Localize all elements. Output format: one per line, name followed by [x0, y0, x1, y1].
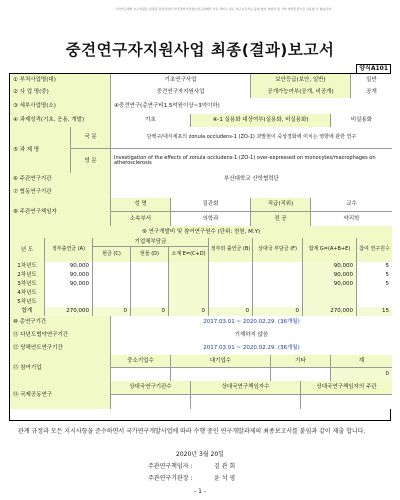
type-label: ④ 과제성격(기초, 응용, 개발) [10, 114, 110, 127]
final-period-label: ⑫ 당해연도연구기간 [10, 342, 110, 355]
local-header: 상대국 부담금 (F) [252, 238, 302, 262]
row-org [10, 173, 390, 187]
row-total-period [10, 316, 390, 330]
row-multi-period [10, 329, 390, 343]
detail-value: ④중견연구(총연구비1.5억원이상~3억이하) [110, 98, 392, 114]
dept-value: 의학과 [170, 212, 250, 226]
korean-title: 단백구/대식세포의 zonula occludens-1 (ZO-1) 과발현이 죽상경화에 미치는 영향에 관한 연구 [110, 127, 392, 149]
multi-period-label: ⑪ 다년도협약연구기간 [10, 329, 110, 342]
participation-sum-label: 계 [330, 355, 392, 368]
staff-cell: 15 [356, 307, 392, 316]
kind-cell [130, 298, 168, 307]
subtotal-header: 소계 E=(C+D) [168, 247, 208, 262]
disclosure-value: 공개 [350, 86, 392, 98]
total-period-value: 2017.03.01 ~ 2020.02.29. (36개월) [110, 316, 392, 329]
gov2-cell [208, 298, 252, 307]
kind-header: 현물 (D) [130, 247, 168, 262]
security-label: 보안등급(보안, 일반) [250, 74, 350, 86]
year-cell: 1차년도 [10, 262, 44, 271]
gov-cell: 270,000 [44, 307, 92, 316]
english-label: 영 문 [70, 149, 110, 173]
report-form [9, 73, 391, 421]
rank-value: 교수 [310, 198, 392, 212]
pi-signature-name: 김 관 회 [214, 463, 236, 470]
gov-cell: 90,000 [44, 280, 92, 289]
project-label: ② 사 업 명(중) [10, 86, 110, 98]
subtotal-cell [168, 298, 208, 307]
row-pi [10, 198, 390, 227]
staff-cell [356, 289, 392, 298]
participation-sum-value: 0 [330, 368, 392, 381]
pi-label: ⑧ 주관연구책임자 [10, 198, 110, 226]
org-value: 부산대학교 산학협력단 [110, 173, 392, 186]
name-label: 성 명 [110, 198, 170, 212]
cash-cell [92, 271, 130, 280]
gov2-cell: 0 [208, 307, 252, 316]
rank-label: 직급(직위) [250, 198, 310, 212]
cash-cell [92, 298, 130, 307]
small-company-value [110, 368, 170, 381]
year-cell: 5차년도 [10, 298, 44, 307]
kind-cell [130, 280, 168, 289]
subtotal-cell [168, 280, 208, 289]
task-label: ⑤ 과 제 명 [10, 127, 70, 173]
security-value: 일반 [350, 74, 392, 86]
row-detail [10, 98, 390, 115]
cash-cell [92, 262, 130, 271]
etc-label: 기타 [270, 355, 330, 368]
pi-signature-label: 주관연구책임자 : [148, 463, 193, 470]
local-cell [252, 298, 302, 307]
row-participation [10, 355, 390, 382]
intl-agent-label: 상대국연구책임자의 주관 [300, 381, 392, 395]
multi-period-value: 기재하지 않음 [110, 329, 392, 342]
submission-statement: 관계 규정과 모든 지시사항을 준수하면서 국가연구개발사업에 따라 수행 중인 연구개발과제의 최종보고서를 붙임과 같이 제출 합니다. [18, 428, 366, 435]
agency-label: ① 부처사업명(대) [10, 74, 110, 86]
budget-header [10, 238, 390, 263]
intl-pi-value [190, 395, 300, 409]
submit-date: 2020년 3월 20일 [176, 451, 224, 458]
total-cell [302, 289, 356, 298]
total-period-label: ⑩ 총연구기간 [10, 316, 110, 329]
staff-cell: 5 [356, 280, 392, 289]
coorg-value [110, 186, 392, 198]
detail-label: ③ 세부사업명(소) [10, 98, 110, 114]
local-cell [252, 289, 302, 298]
local-cell [252, 271, 302, 280]
header-note: 국가연구개발 보고서원문 성과물 전담기관인 한국과학기술정보연구원에서 가공·서비스 하는 연구보고서는 동의 없이 상업적 및 기타 영리목적으로 사용할 수 없습니다. [115, 7, 333, 11]
local-cell [252, 280, 302, 289]
small-company-label: 중소기업수 [110, 355, 170, 368]
disclosure-label: 공개가능여부(공개, 비공개) [250, 86, 350, 98]
gov-cell: 90,000 [44, 271, 92, 280]
korean-label: 국 문 [70, 127, 110, 149]
coorg-label: ⑦ 협동연구기관 [10, 186, 110, 198]
local-cell [252, 262, 302, 271]
subtotal-cell [168, 289, 208, 298]
year-cell: 2차년도 [10, 271, 44, 280]
local-cell: 0 [252, 307, 302, 316]
intl-org-value [110, 395, 190, 409]
year-cell: 3차년도 [10, 280, 44, 289]
large-company-label: 대기업수 [170, 355, 270, 368]
major-label: 전 공 [250, 212, 310, 226]
project-value: 중견연구자지원사업 [110, 86, 250, 98]
gov-cell: 90,000 [44, 262, 92, 271]
kind-cell: 0 [130, 307, 168, 316]
staff-cell: 5 [356, 271, 392, 280]
company-header: 기업체부담금 [92, 238, 208, 247]
row-final-period [10, 342, 390, 356]
cash-cell: 0 [92, 307, 130, 316]
kind-cell [130, 271, 168, 280]
name-value: 김관회 [170, 198, 250, 212]
large-company-value [170, 368, 270, 381]
kind-cell [130, 262, 168, 271]
staff-cell: 5 [356, 262, 392, 271]
total-cell [302, 298, 356, 307]
subtotal-cell [168, 262, 208, 271]
major-value: 약리학 [310, 212, 392, 226]
gov-header: 정부출연금 (A) [44, 238, 92, 262]
agency-value: 기초연구사업 [110, 74, 250, 86]
budget-caption: ⑨ 연구개발비 및 참여연구원수 (단위: 천원, M.Y) [10, 226, 392, 238]
gov2-cell [208, 280, 252, 289]
gov2-cell [208, 289, 252, 298]
subtotal-cell: 0 [168, 307, 208, 316]
total-cell: 90,000 [302, 271, 356, 280]
page-title: 중견연구자지원사업 최종(결과)보고서 [65, 41, 335, 59]
row-task [10, 127, 390, 174]
participation-label: ⑬ 참여기업 [10, 355, 110, 381]
total-header: 합계 G=(A+B+E) [302, 238, 356, 262]
final-period-value: 2017.03.01 ~ 2020.02.29. (36개월) [110, 342, 392, 355]
cash-cell [92, 289, 130, 298]
staff-header: 참여 연구원수 [356, 238, 392, 262]
english-title: Investigation of the effects of zonula occludens-1 (ZO-1) over-expressed on monocytes/macrophages on atherosclerosis [110, 149, 392, 173]
gov-cell [44, 298, 92, 307]
row-type [10, 114, 390, 128]
intl-label: ⑭ 국제공동연구 [10, 381, 110, 409]
year-header: 년 도 [10, 238, 44, 262]
org-signature-name: 윤 석 영 [214, 475, 236, 482]
kind-cell [130, 289, 168, 298]
staff-cell [356, 298, 392, 307]
gov2-cell [208, 271, 252, 280]
gov2-cell [208, 262, 252, 271]
intl-agent-value [300, 395, 392, 409]
row-intl [10, 381, 390, 409]
etc-value [270, 368, 330, 381]
gov2-header: 정부외 출연금 (B) [208, 238, 252, 262]
intl-pi-label: 상대국연구책임자수 [190, 381, 300, 395]
total-cell: 270,000 [302, 307, 356, 316]
org-signature-label: 주관연구기관장 : [148, 475, 193, 482]
total-cell: 90,000 [302, 262, 356, 271]
year-cell: 합계 [10, 307, 44, 316]
year-cell: 4차년도 [10, 289, 44, 298]
type2-label: ④-1 실용화 대상여부(실용화, 비실용화) [190, 114, 330, 127]
intl-org-label: 상대국연구기관수 [110, 381, 190, 395]
subtotal-cell [168, 271, 208, 280]
total-cell: 90,000 [302, 280, 356, 289]
gov-cell [44, 289, 92, 298]
dept-label: 소속부서 [110, 212, 170, 226]
form-tag: 양식A101 [356, 64, 391, 74]
type-value: 기초 [110, 114, 190, 127]
page-number: - 1 - [194, 488, 206, 495]
cash-cell [92, 280, 130, 289]
org-label: ⑥ 주관연구기관 [10, 173, 110, 186]
type2-value: 비실용화 [330, 114, 392, 127]
cash-header: 현금 (C) [92, 247, 130, 262]
